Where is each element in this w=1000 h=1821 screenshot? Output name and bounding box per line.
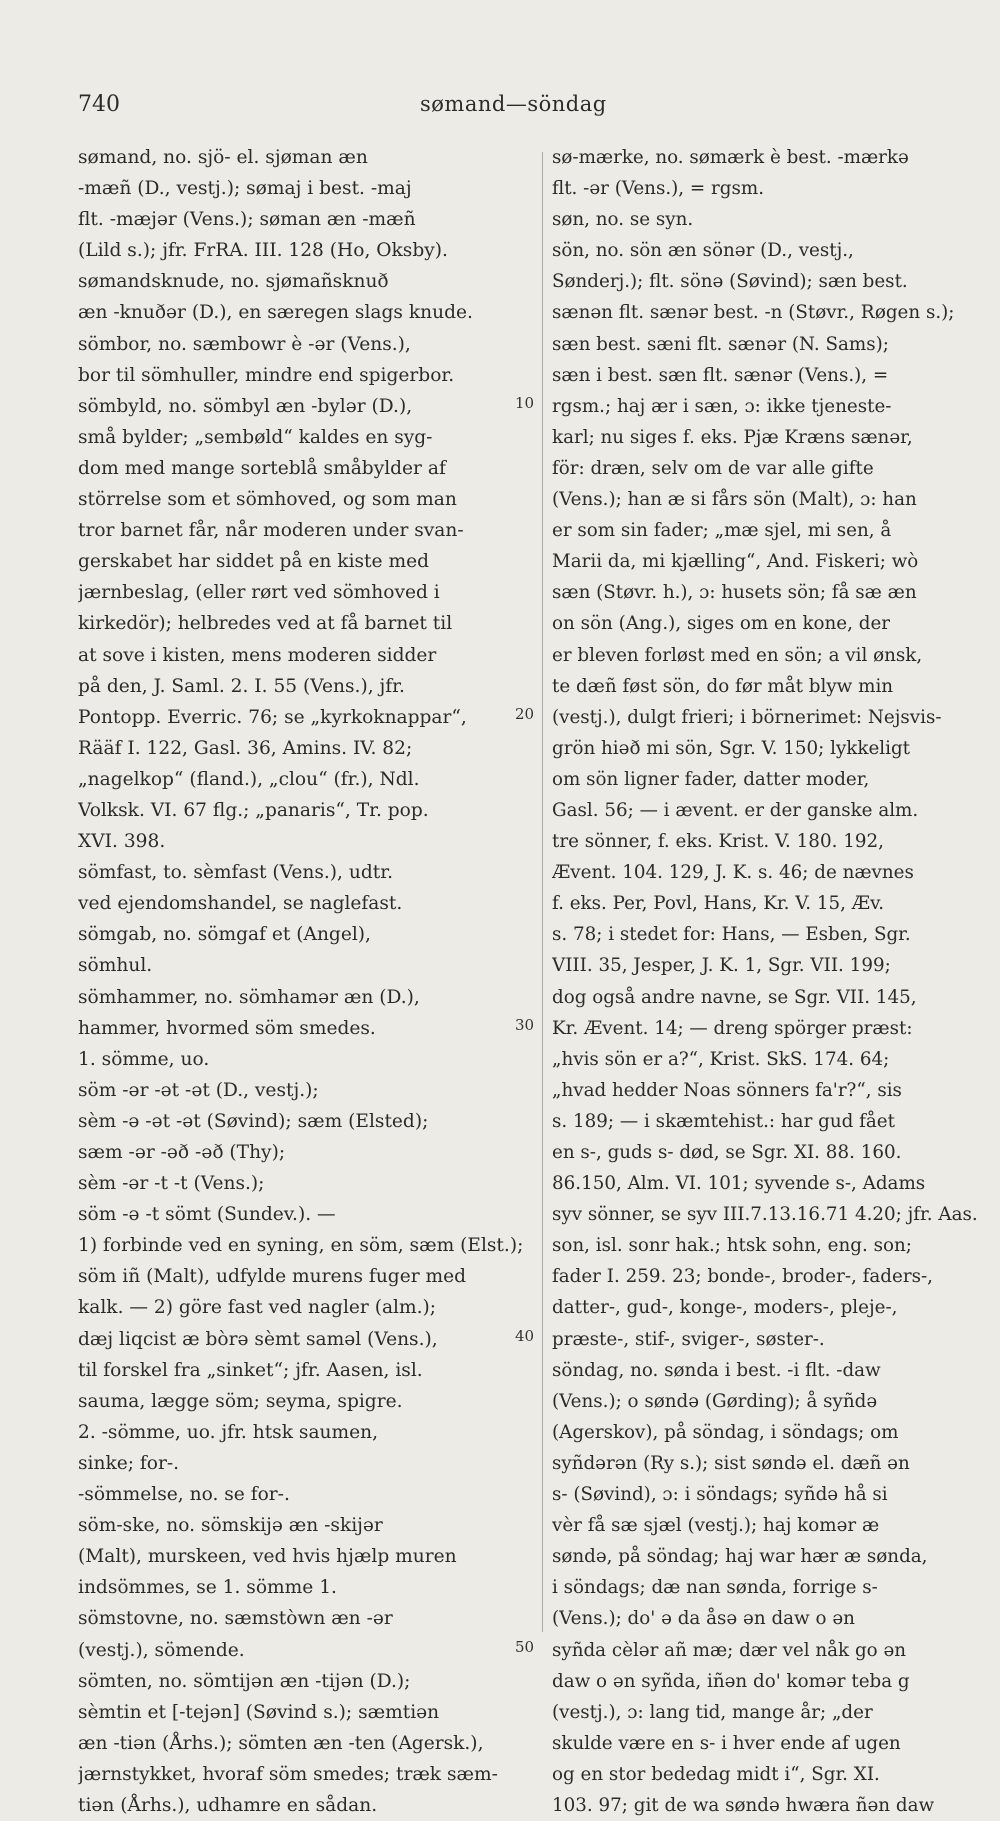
text-line: 103. 97; git de wa søndə hwæra ñən daw	[552, 1794, 935, 1816]
text-line: sauma, lægge söm; seyma, spigre.	[78, 1390, 403, 1412]
text-line: (Malt), murskeen, ved hvis hjælp muren	[78, 1546, 457, 1568]
text-line: Pontopp. Everric. 76; se „kyrkoknappar“,	[78, 706, 467, 728]
text-line: (vestj.), ɔ: lang tid, mange år; „der	[552, 1701, 873, 1723]
text-line: s. 189; — i skæmtehist.: har gud fået	[552, 1110, 895, 1132]
text-line: dæj liqcist æ bòrə sèmt saməl (Vens.),	[78, 1328, 438, 1350]
line-number: 30	[515, 1016, 535, 1034]
text-line: 2. -sömme, uo. jfr. htsk saumen,	[78, 1421, 379, 1443]
text-line: sæn (Støvr. h.), ɔ: husets sön; få sæ æn	[552, 582, 917, 604]
text-line: sømand, no. sjö- el. sjøman æn	[78, 147, 368, 168]
text-line: jærnbeslag, (eller rørt ved sömhoved i	[78, 582, 440, 604]
text-line: sø-mærke, no. sømærk è best. -mærkə	[552, 147, 909, 168]
text-line: (vestj.), dulgt frieri; i börnerimet: Nejsvis-	[552, 706, 942, 728]
text-line: hammer, hvormed söm smedes.	[78, 1017, 376, 1039]
text-line: rgsm.; haj ær i sæn, ɔ: ikke tjeneste-	[552, 395, 892, 417]
text-line: grön hiəð mi sön, Sgr. V. 150; lykkeligt	[552, 737, 911, 759]
text-line: Ævent. 104. 129, J. K. s. 46; de nævnes	[552, 862, 914, 884]
text-line: s. 78; i stedet for: Hans, — Esben, Sgr.	[552, 924, 911, 946]
text-line: sömgab, no. sömgaf et (Angel),	[78, 924, 371, 946]
text-line: son, isl. sonr hak.; htsk sohn, eng. son;	[552, 1235, 912, 1257]
text-line: sömstovne, no. sæmstòwn æn -ər	[78, 1608, 393, 1630]
text-line: -mæñ (D., vestj.); sømaj i best. -maj	[78, 178, 412, 200]
line-number: 10	[515, 394, 535, 412]
text-line: karl; nu siges f. eks. Pjæ Kræns sænər,	[552, 426, 913, 448]
text-line: sinke; for-.	[78, 1452, 180, 1474]
text-line: en s-, guds s- død, se Sgr. XI. 88. 160.	[552, 1142, 902, 1163]
text-line: sæn best. sæni flt. sænər (N. Sams);	[552, 333, 889, 355]
text-line: söm -ər -ət -ət (D., vestj.);	[78, 1079, 319, 1101]
text-line: (vestj.), sömende.	[78, 1639, 245, 1661]
text-line: dom med mange sorteblå småbylder af	[78, 457, 446, 479]
text-line: kalk. — 2) göre fast ved nagler (alm.);	[78, 1297, 437, 1319]
text-line: Volksk. VI. 67 flg.; „panaris“, Tr. pop.	[78, 799, 429, 821]
text-line: fader I. 259. 23; bonde-, broder-, faders-,	[552, 1266, 933, 1288]
text-line: syñda cèlər añ mæ; dær vel nåk go ən	[552, 1639, 907, 1661]
text-line: söm-ske, no. sömskijə æn -skijər	[78, 1515, 383, 1537]
text-line: sæn i best. sæn flt. sænər (Vens.), =	[552, 364, 889, 386]
text-line: „hvis sön er a?“, Krist. SkS. 174. 64;	[552, 1048, 890, 1070]
text-line: tiən (Århs.), udhamre en sådan.	[78, 1794, 378, 1816]
text-line: Marii da, mi kjælling“, And. Fiskeri; wò	[552, 551, 919, 573]
right-column	[552, 142, 1000, 1821]
text-line: er bleven forløst med en sön; a vil ønsk,	[552, 644, 923, 666]
text-line: dog også andre navne, se Sgr. VII. 145,	[552, 986, 917, 1008]
text-line: Kr. Ævent. 14; — dreng spörger præst:	[552, 1017, 913, 1039]
text-line: söndag, no. sønda i best. -i flt. -daw	[552, 1359, 881, 1381]
text-line: på den, J. Saml. 2. I. 55 (Vens.), jfr.	[78, 675, 405, 697]
text-line: gerskabet har siddet på en kiste med	[78, 551, 429, 573]
text-line: sèmtin et [-tejən] (Søvind s.); sæmtiən	[78, 1701, 440, 1723]
text-line: „nagelkop“ (fland.), „clou“ (fr.), Ndl.	[78, 768, 420, 790]
text-line: Gasl. 56; — i ævent. er der ganske alm.	[552, 799, 919, 821]
text-line: sömten, no. sömtijən æn -tijən (D.);	[78, 1670, 411, 1692]
text-line: Sønderj.); flt. sönə (Søvind); sæn best.	[552, 271, 908, 293]
text-line: skulde være en s- i hver ende af ugen	[552, 1732, 901, 1754]
text-line: præste-, stif-, sviger-, søster-.	[552, 1328, 825, 1350]
line-number: 50	[515, 1638, 535, 1656]
text-line: søn, no. se syn.	[552, 209, 694, 231]
text-line: flt. -ər (Vens.), = rgsm.	[552, 178, 765, 200]
running-head: sømand—söndag	[420, 92, 607, 116]
text-line: on sön (Ang.), siges om en kone, der	[552, 613, 890, 635]
text-line: -sömmelse, no. se for-.	[78, 1484, 290, 1506]
text-line: söm -ə -t sömt (Sundev.). —	[78, 1204, 336, 1226]
text-line: daw o ən syñda, iñən do' komər teba g	[552, 1670, 910, 1692]
text-line: vèr få sæ sjæl (vestj.); haj komər æ	[552, 1515, 880, 1537]
text-line: sænən flt. sænər best. -n (Støvr., Røgen s.);	[552, 302, 955, 324]
text-line: för: dræn, selv om de var alle gifte	[552, 457, 874, 479]
text-line: er som sin fader; „mæ sjel, mi sen, å	[552, 520, 892, 542]
text-line: søndə, på söndag; haj war hær æ sønda,	[552, 1546, 928, 1568]
text-line: 1) forbinde ved en syning, en söm, sæm (Elst.);	[78, 1235, 524, 1257]
text-line: sömfast, to. sèmfast (Vens.), udtr.	[78, 862, 393, 884]
text-line: små bylder; „sembøld“ kaldes en syg-	[78, 426, 433, 448]
text-line: VIII. 35, Jesper, J. K. 1, Sgr. VII. 199;	[552, 955, 891, 977]
text-line: flt. -mæjər (Vens.); søman æn -mæñ	[78, 209, 416, 231]
text-line: sön, no. sön æn sönər (D., vestj.,	[552, 240, 854, 262]
text-line: (Lild s.); jfr. FrRA. III. 128 (Ho, Oksby).	[78, 240, 448, 262]
text-line: datter-, gud-, konge-, moders-, pleje-,	[552, 1297, 898, 1319]
text-line: bor til sömhuller, mindre end spigerbor.	[78, 364, 455, 386]
text-line: om sön ligner fader, datter moder,	[552, 768, 870, 790]
text-line: sèm -ər -t -t (Vens.);	[78, 1173, 265, 1195]
text-line: ved ejendomshandel, se naglefast.	[78, 893, 403, 915]
text-line: tre sönner, f. eks. Krist. V. 180. 192,	[552, 831, 884, 853]
text-line: störrelse som et sömhoved, og som man	[78, 489, 457, 511]
text-line: tror barnet får, når moderen under svan-	[78, 520, 464, 542]
text-line: æn -knuðər (D.), en særegen slags knude.	[78, 302, 473, 324]
text-line: 1. sömme, uo.	[78, 1048, 210, 1070]
text-line: kirkedör); helbredes ved at få barnet til	[78, 613, 453, 635]
text-line: XVI. 398.	[78, 831, 166, 853]
text-line: f. eks. Per, Povl, Hans, Kr. V. 15, Æv.	[552, 893, 885, 915]
text-line: sömhul.	[78, 955, 153, 977]
text-line: at sove i kisten, mens moderen sidder	[78, 644, 437, 666]
text-line: sømandsknude, no. sjømañsknuð	[78, 271, 389, 293]
text-line: sæm -ər -əð -əð (Thy);	[78, 1142, 286, 1163]
text-line: jærnstykket, hvoraf söm smedes; træk sæm-	[78, 1763, 498, 1785]
text-line: indsömmes, se 1. sömme 1.	[78, 1577, 337, 1599]
line-number: 20	[515, 705, 535, 723]
text-line: sömhammer, no. sömhamər æn (D.),	[78, 986, 420, 1008]
text-line: Rääf I. 122, Gasl. 36, Amins. IV. 82;	[78, 737, 413, 759]
text-line: sèm -ə -ət -ət (Søvind); sæm (Elsted);	[78, 1110, 429, 1132]
text-line: (Agerskov), på söndag, i söndags; om	[552, 1421, 899, 1443]
text-line: „hvad hedder Noas sönners fa'r?“, sis	[552, 1079, 902, 1101]
text-line: (Vens.); do' ə da åsə ən daw o ən	[552, 1608, 855, 1630]
text-line: söm iñ (Malt), udfylde murens fuger med	[78, 1266, 467, 1288]
text-line: æn -tiən (Århs.); sömten æn -ten (Agersk.),	[78, 1732, 484, 1754]
text-line: til forskel fra „sinket“; jfr. Aasen, isl.	[78, 1359, 423, 1381]
column-divider	[542, 152, 543, 1632]
text-line: s- (Søvind), ɔ: i söndags; syñdə hå si	[552, 1484, 888, 1506]
text-line: (Vens.); o søndə (Gørding); å syñdə	[552, 1390, 878, 1412]
left-column	[78, 142, 533, 1821]
text-line: syñdərən (Ry s.); sist søndə el. dæñ ən	[552, 1452, 910, 1474]
text-line: i söndags; dæ nan sønda, forrige s-	[552, 1577, 878, 1599]
text-line: 86.150, Alm. VI. 101; syvende s-, Adams	[552, 1173, 926, 1195]
line-number: 40	[515, 1327, 535, 1345]
text-line: syv sönner, se syv III.7.13.16.71 4.20; jfr. Aas.	[552, 1204, 978, 1226]
page-number: 740	[78, 92, 120, 117]
text-line: sömbor, no. sæmbowr è -ər (Vens.),	[78, 333, 411, 355]
text-line: (Vens.); han æ si fårs sön (Malt), ɔ: han	[552, 489, 917, 511]
text-line: te dæñ føst sön, do før måt blyw min	[552, 675, 894, 697]
text-line: sömbyld, no. sömbyl æn -bylər (D.),	[78, 395, 413, 417]
text-line: og en stor bededag midt i“, Sgr. XI.	[552, 1763, 880, 1785]
